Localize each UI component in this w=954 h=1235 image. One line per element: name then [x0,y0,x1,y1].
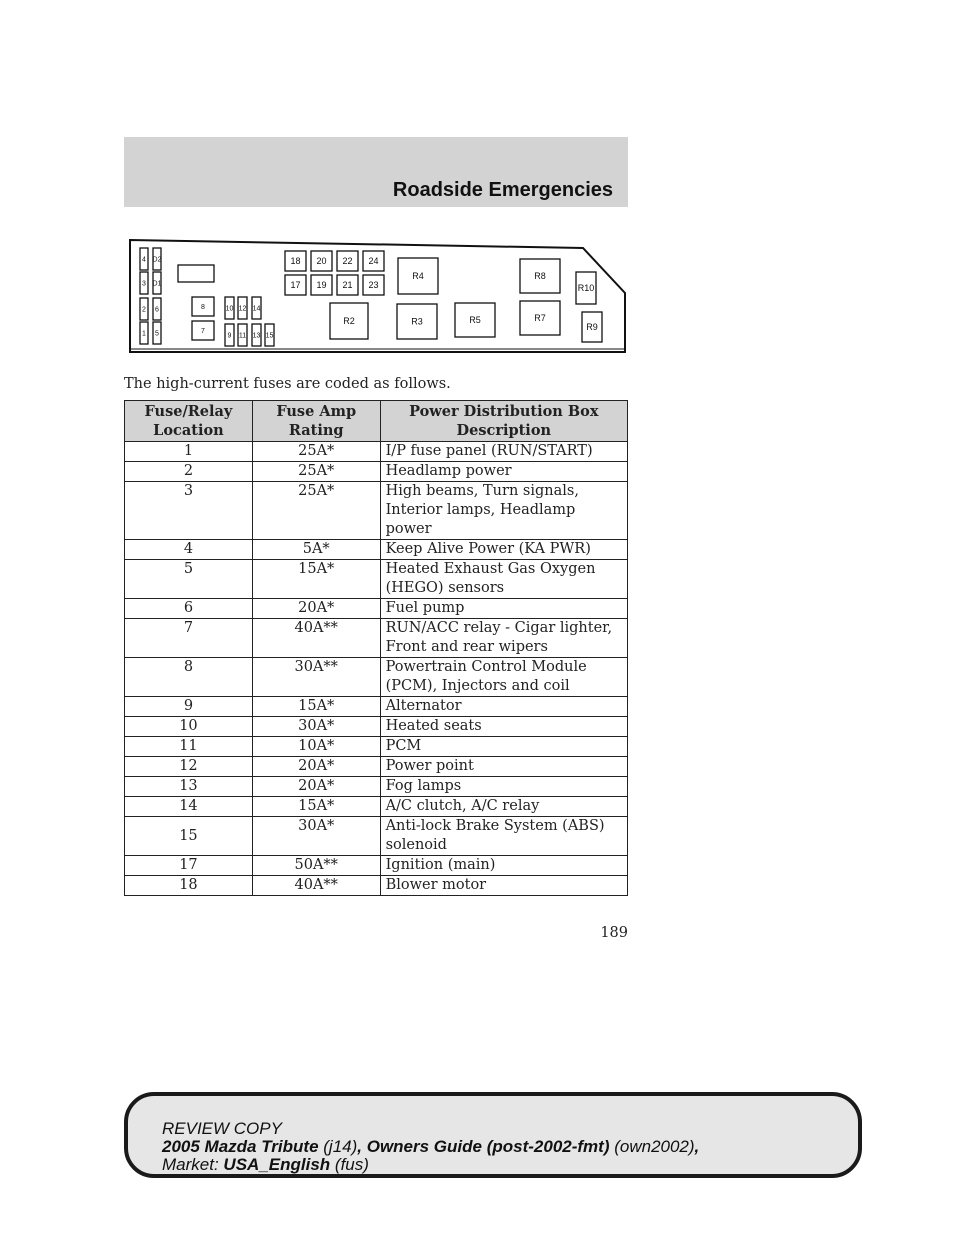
cell-rating: 25A* [252,442,380,462]
footer-guide: , Owners Guide (post-2002-fmt) [357,1137,610,1156]
relay-R10-label: R10 [577,283,595,294]
relay-R2 [330,303,368,339]
small-fuse-12-label: 12 [238,305,247,313]
footer-market-label: Market: [162,1155,219,1174]
cell-description: High beams, Turn signals, Interior lamps, Headlamp power [380,482,627,540]
fuse-19-label: 19 [316,280,327,291]
cell-location: 3 [125,482,253,540]
small-fuse-13 [252,324,261,346]
table-row [125,717,628,737]
cell-location: 12 [125,757,253,777]
table-row [125,797,628,817]
column-header-rating: Fuse Amp Rating [252,401,380,442]
table-row [125,540,628,560]
review-copy-footer [124,1092,862,1178]
small-fuse-11 [238,324,247,346]
fuse-24-label: 24 [368,256,379,267]
small-fuse-4 [140,248,148,270]
table-row [125,560,628,599]
fuse-group [285,251,384,295]
table-row [125,697,628,717]
cell-rating: 15A* [252,797,380,817]
cell-rating: 50A** [252,856,380,876]
fuse-table [124,400,628,896]
cell-description: Power point [380,757,627,777]
small-fuse-4-label: 4 [142,256,146,264]
footer-guide-code: (own2002) [614,1137,695,1156]
table-row [125,817,628,856]
relay-R10 [576,272,596,304]
section-header-band [124,137,628,207]
table-row [125,757,628,777]
relay-R4 [398,258,438,294]
relay-R7-label: R7 [534,313,546,324]
small-fuse-D1 [153,272,162,294]
small-fuse-D2 [153,248,162,270]
relay-R2-label: R2 [343,316,355,327]
fuse-17 [285,275,306,295]
fuse-19 [311,275,332,295]
relay-R8 [520,259,560,293]
fuse-18 [285,251,306,271]
cell-location: 9 [125,697,253,717]
small-fuse-6-label: 6 [155,306,159,314]
cell-location: 18 [125,876,253,896]
cell-description: Headlamp power [380,462,627,482]
small-fuse-8-label: 8 [201,303,205,311]
cell-description: Fuel pump [380,599,627,619]
cell-location: 5 [125,560,253,599]
page-number: 189 [600,925,628,941]
small-fuse-6 [153,298,161,320]
cell-location: 2 [125,462,253,482]
small-fuse-2-label: 2 [142,306,146,314]
relay-R9-label: R9 [586,322,598,333]
cell-description: I/P fuse panel (RUN/START) [380,442,627,462]
small-fuse-7-label: 7 [201,327,205,335]
small-fuse-7 [192,321,214,340]
connector-slot [178,265,214,282]
table-row [125,462,628,482]
column-header-description: Power Distribution Box Description [380,401,627,442]
cell-rating: 10A* [252,737,380,757]
table-row [125,876,628,896]
table-row [125,482,628,540]
cell-location: 6 [125,599,253,619]
table-row [125,856,628,876]
relay-R5 [455,303,495,337]
small-fuse-13-label: 13 [252,332,261,340]
fuse-21 [337,275,358,295]
relay-R9 [582,312,602,342]
cell-location: 4 [125,540,253,560]
cell-rating: 30A* [252,717,380,737]
footer-line-3 [162,1156,699,1174]
cell-description: RUN/ACC relay - Cigar lighter, Front and rear wipers [380,619,627,658]
small-fuse-group [140,248,274,346]
footer-line-1 [162,1120,699,1138]
small-fuse-10-label: 10 [225,305,234,313]
small-fuse-14 [252,297,261,319]
fuse-23 [363,275,384,295]
column-header-location: Fuse/Relay Location [125,401,253,442]
cell-rating: 20A* [252,777,380,797]
relay-R7 [520,301,560,335]
fuse-23-label: 23 [368,280,379,291]
small-fuse-15-label: 15 [265,332,274,340]
table-body [125,442,628,896]
cell-description: PCM [380,737,627,757]
table-row [125,658,628,697]
small-fuse-D1-label: D1 [152,280,162,288]
table-row [125,599,628,619]
relay-R4-label: R4 [412,271,424,282]
footer-comma: , [694,1137,700,1156]
section-title: Roadside Emergencies [392,179,613,201]
intro-text: The high-current fuses are coded as follows. [124,376,451,392]
cell-rating: 25A* [252,482,380,540]
small-fuse-D2-label: D2 [152,256,162,264]
table-header-row [125,401,628,442]
fuse-24 [363,251,384,271]
relay-R5-label: R5 [469,315,481,326]
fuse-20 [311,251,332,271]
cell-location: 10 [125,717,253,737]
cell-location: 14 [125,797,253,817]
review-copy-label: REVIEW COPY [162,1119,282,1138]
small-fuse-15 [265,324,274,346]
small-fuse-9-label: 9 [227,332,232,340]
cell-rating: 30A** [252,658,380,697]
fuse-20-label: 20 [316,256,327,267]
cell-rating: 40A** [252,876,380,896]
small-fuse-3 [140,272,148,294]
cell-description: Keep Alive Power (KA PWR) [380,540,627,560]
footer-model: 2005 Mazda Tribute [162,1137,319,1156]
cell-description: A/C clutch, A/C relay [380,797,627,817]
cell-rating: 15A* [252,697,380,717]
cell-description: Powertrain Control Module (PCM), Injectors and coil [380,658,627,697]
small-fuse-11-label: 11 [238,332,247,340]
footer-market-code: (fus) [334,1155,369,1174]
fuse-box-diagram [128,238,628,358]
small-fuse-9 [225,324,234,346]
relay-R3 [397,304,437,339]
fuse-18-label: 18 [290,256,301,267]
small-fuse-3-label: 3 [142,280,146,288]
cell-location: 15 [125,817,253,856]
table-row [125,442,628,462]
cell-rating: 20A* [252,757,380,777]
cell-description: Heated seats [380,717,627,737]
table-row [125,737,628,757]
small-fuse-12 [238,297,247,319]
cell-location: 1 [125,442,253,462]
fuse-21-label: 21 [342,280,353,291]
small-fuse-5 [153,322,161,344]
cell-rating: 5A* [252,540,380,560]
cell-rating: 40A** [252,619,380,658]
small-fuse-2 [140,298,148,320]
relay-R3-label: R3 [411,316,423,327]
cell-location: 8 [125,658,253,697]
cell-location: 13 [125,777,253,797]
fuse-22-label: 22 [342,256,353,267]
cell-rating: 20A* [252,599,380,619]
footer-line-2 [162,1138,699,1156]
footer-model-code: (j14) [323,1137,358,1156]
cell-description: Blower motor [380,876,627,896]
cell-description: Anti-lock Brake System (ABS) solenoid [380,817,627,856]
cell-rating: 15A* [252,560,380,599]
small-fuse-8 [192,297,214,316]
cell-description: Fog lamps [380,777,627,797]
footer-market: USA_English [223,1155,331,1174]
cell-location: 11 [125,737,253,757]
cell-description: Heated Exhaust Gas Oxygen (HEGO) sensors [380,560,627,599]
small-fuse-1-label: 1 [142,330,146,338]
fuse-17-label: 17 [290,280,301,291]
table-row [125,619,628,658]
small-fuse-1 [140,322,148,344]
cell-description: Ignition (main) [380,856,627,876]
cell-location: 7 [125,619,253,658]
cell-rating: 30A* [252,817,380,856]
small-fuse-10 [225,297,234,319]
small-fuse-5-label: 5 [155,330,159,338]
cell-rating: 25A* [252,462,380,482]
cell-location: 17 [125,856,253,876]
small-fuse-14-label: 14 [252,305,261,313]
table-row [125,777,628,797]
cell-description: Alternator [380,697,627,717]
relay-R8-label: R8 [534,271,546,282]
fuse-22 [337,251,358,271]
